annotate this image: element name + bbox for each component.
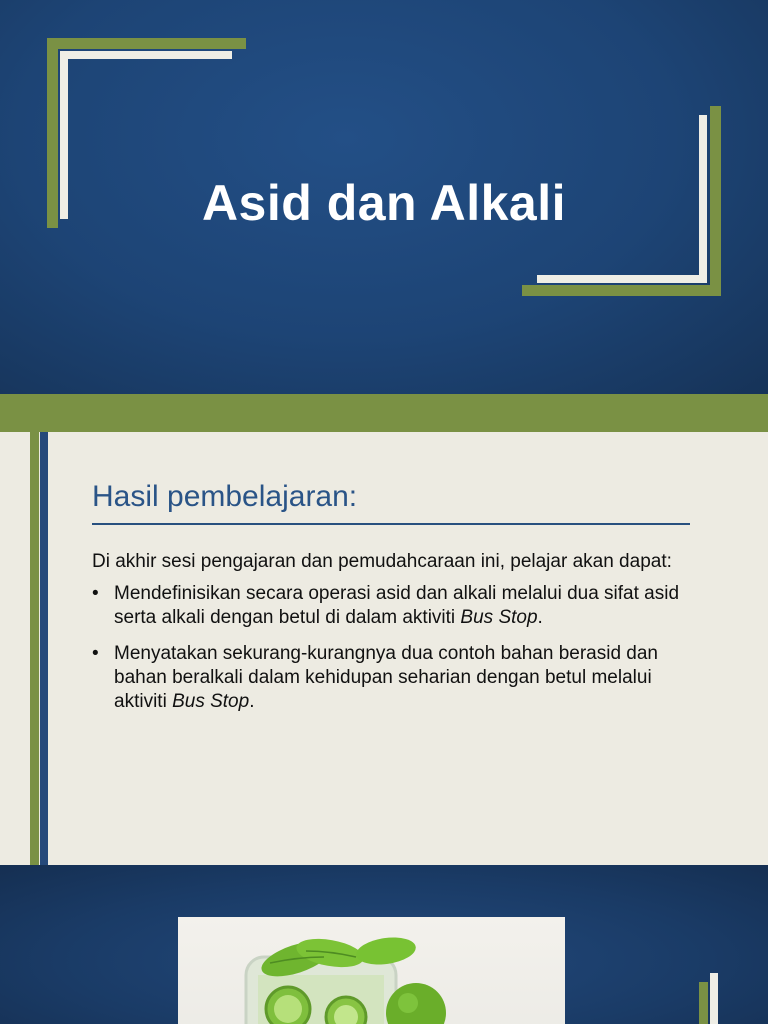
list-item-text: Menyatakan sekurang-kurangnya dua contoh bahan berasid dan bahan beralkali dalam kehidupan seharian dengan betul melalui aktiviti	[114, 643, 658, 712]
list-item-suffix: .	[537, 607, 543, 628]
list-item-text: Mendefinisikan secara operasi asid dan alkali melalui dua sifat asid serta alkali dengan betul di dalam aktiviti	[114, 583, 680, 628]
outcomes-list	[92, 582, 692, 714]
slide-divider-band	[0, 394, 768, 432]
bracket-bottom-right-green-vertical	[710, 106, 721, 296]
section-heading: Hasil pembelajaran:	[92, 480, 358, 513]
list-item	[92, 642, 692, 714]
left-accent-green-bar	[30, 432, 39, 865]
list-item-emphasis: Bus Stop	[460, 607, 538, 628]
slide-title: Asid dan Alkali	[201, 174, 567, 231]
bracket-right-green-vertical	[699, 982, 708, 1024]
title-slide	[0, 0, 768, 394]
left-accent-navy-bar	[40, 432, 48, 865]
bracket-right-cream-vertical	[710, 973, 718, 1024]
bracket-bottom-right-cream-horizontal	[537, 275, 707, 283]
outcomes-body	[92, 550, 692, 726]
bracket-bottom-right-green-horizontal	[522, 285, 721, 296]
list-item	[92, 582, 692, 630]
intro-text: Di akhir sesi pengajaran dan pemudahcaraan ini, pelajar akan dapat:	[92, 551, 672, 572]
learning-outcomes-slide	[0, 432, 768, 865]
bullet-icon: •	[92, 643, 99, 664]
list-item-emphasis: Bus Stop	[172, 691, 250, 712]
bracket-bottom-right-cream-vertical	[699, 115, 707, 283]
bracket-top-left-cream-horizontal	[60, 51, 232, 59]
heading-underline	[92, 523, 690, 525]
bracket-top-left-green-horizontal	[47, 38, 246, 49]
list-item-suffix: .	[249, 691, 255, 712]
lime-drink-photo	[178, 917, 565, 1024]
photo-slide	[0, 865, 768, 1024]
bullet-icon: •	[92, 583, 99, 604]
lime-drink-illustration	[178, 917, 565, 1024]
